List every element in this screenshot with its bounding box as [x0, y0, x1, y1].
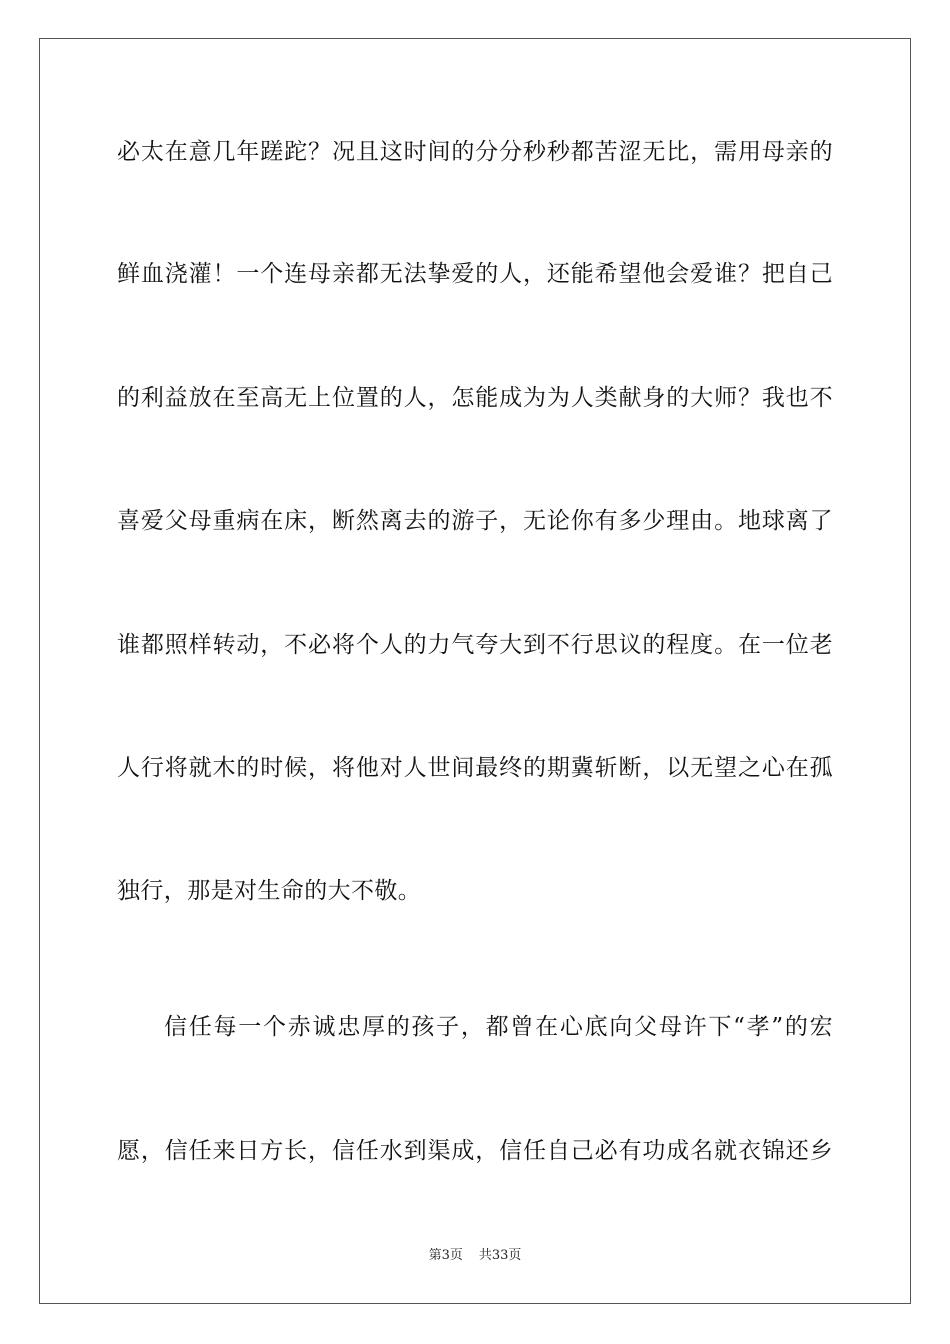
paragraph-line-6: 人行将就木的时候，将他对人世间最终的期冀斩断，以无望之心在孤 [117, 755, 833, 781]
paragraph-line-4: 喜爱父母重病在床，断然离去的游子，无论你有多少理由。地球离了 [117, 508, 833, 534]
paragraph-line-2: 鲜血浇灌！一个连母亲都无法挚爱的人，还能希望他会爱谁？把自己 [117, 261, 833, 287]
page-number: 第3页 [428, 1248, 463, 1263]
paragraph-line-1: 必太在意几年蹉跎？况且这时间的分分秒秒都苦涩无比，需用母亲的 [117, 139, 833, 165]
paragraph-line-7: 独行，那是对生命的大不敬。 [117, 878, 422, 904]
paragraph-line-3: 的利益放在至高无上位置的人，怎能成为为人类献身的大师？我也不 [117, 385, 833, 411]
paragraph-line-8: 信任每一个赤诚忠厚的孩子，都曾在心底向父母许下“孝”的宏 [164, 1014, 833, 1040]
paragraph-line-9: 愿，信任来日方长，信任水到渠成，信任自己必有功成名就衣锦还乡 [117, 1138, 833, 1164]
page-footer [0, 1248, 950, 1264]
page-total: 共33页 [478, 1248, 522, 1263]
paragraph-line-5: 谁都照样转动，不必将个人的力气夸大到不行思议的程度。在一位老 [117, 632, 833, 658]
page-frame [39, 38, 911, 1304]
